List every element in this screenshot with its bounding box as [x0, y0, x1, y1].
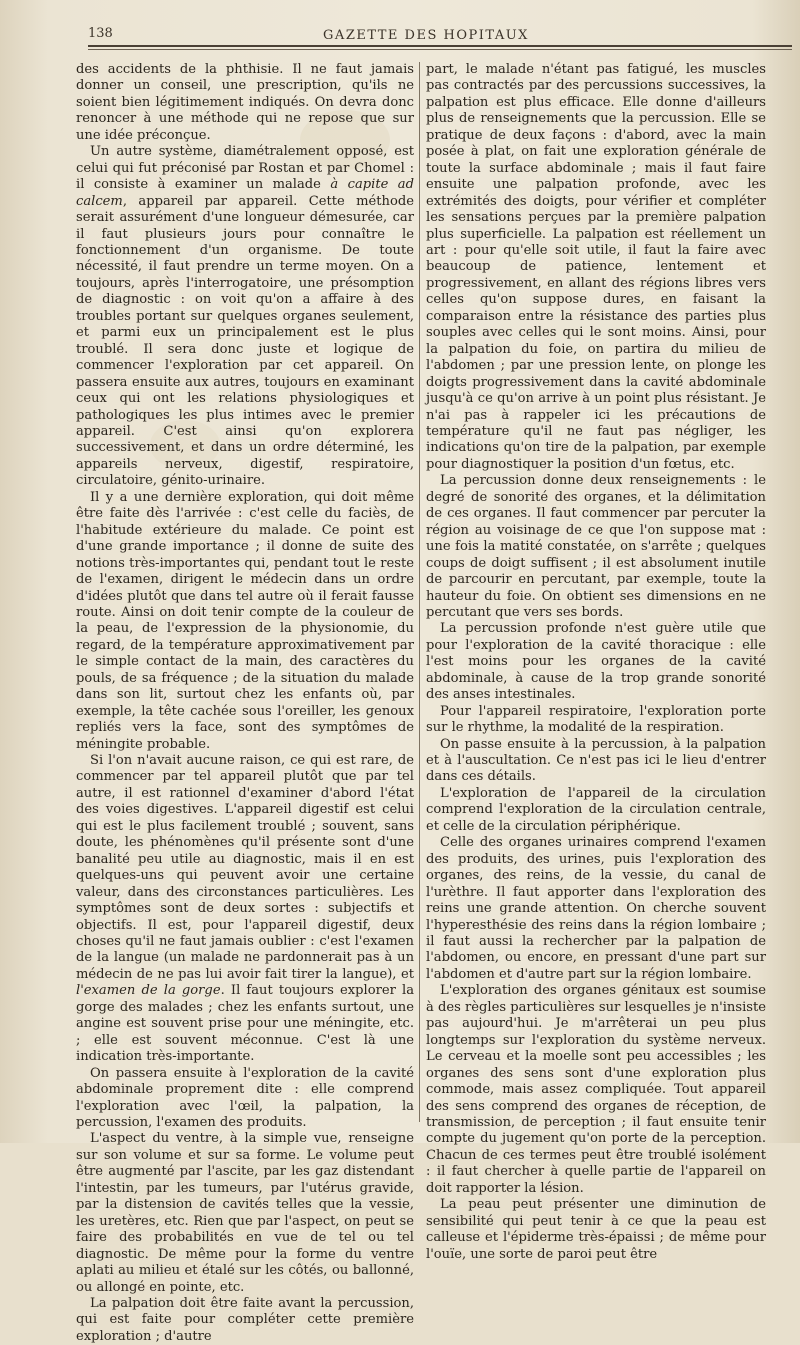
- paragraph: On passera ensuite à l'exploration de la cavité abdominale proprement dite : elle comprend l'exploration avec l'œil, la palpation, la percussion, l'examen des produits.: [76, 1065, 414, 1130]
- paragraph: Si l'on n'avait aucune raison, ce qui est rare, de commencer par tel appareil plutôt que par tel autre, il est rationnel d'examiner d'abord l'état des voies digestives. L'appareil digestif est celui qui est le plus facilement troublé ; souvent, sans doute, les phénomènes qu'il présente sont d'une banalité peu utile au diagnostic, mais il en est quelques-uns qui peuvent avoir une certaine valeur, dans des circonstances particulières. Les symptômes sont de deux sortes : subjectifs et objectifs. Il est, pour l'appareil digestif, deux choses qu'il ne faut jamais oublier : c'est l'examen de la langue (un malade ne pardonnerait pas à un médecin de ne pas lui avoir fait tirer la langue), et l'examen de la gorge. Il faut toujours explorer la gorge des malades ; chez les enfants surtout, une angine est souvent prise pour une méningite, etc. ; elle est souvent méconnue. C'est là une indication très-importante.: [76, 753, 414, 1065]
- paragraph: La palpation doit être faite avant la percussion, qui est faite pour compléter cette première exploration ; d'autre: [76, 1295, 414, 1344]
- column-divider: [419, 62, 420, 1122]
- paragraph: L'aspect du ventre, à la simple vue, renseigne sur son volume et sur sa forme. Le volume peut être augmenté par l'ascite, par les gaz distendant l'intestin, par les tumeurs, par l'utérus gravide, par la distension de cavités telles que la vessie, les uretères, etc. Rien que par l'aspect, on peut se faire des probabilités en vue de tel ou tel diagnostic. De même pour la forme du ventre aplati au milieu et étalé sur les côtés, ou ballonné, ou allongé en pointe, etc.: [76, 1131, 414, 1295]
- latin-phrase: à capite ad calcem: [76, 177, 414, 209]
- paragraph: L'exploration des organes génitaux est soumise à des règles particulières sur lesquelles je n'insiste pas aujourd'hui. Je m'arrêterai un peu plus longtemps sur l'exploration du système nerveux. Le cerveau et la moelle sont peu accessibles ; les organes des sens sont d'une exploration plus commode, mais assez compliquée. Tout appareil des sens comprend des organes de réception, de transmission, de perception ; il faut ensuite tenir compte du jugement qu'on porte de la perception. Chacun de ces termes peut être troublé isolément : il faut chercher à quelle partie de l'appareil on doit rapporter la lésion.: [426, 983, 766, 1196]
- paragraph: La percussion donne deux renseignements : le degré de sonorité des organes, et la délimitation de ces organes. Il faut commencer par percuter la région au voisinage de ce que l'on suppose mat : une fois la matité constatée, on s'arrête ; quelques coups de doigt suffisent ; il est absolument inutile de parcourir en percutant, par exemple, toute la hauteur du foie. On obtient ses dimensions en ne percutant que vers ses bords.: [426, 473, 766, 620]
- paragraph: On passe ensuite à la percussion, à la palpation et à l'auscultation. Ce n'est pas ici le lieu d'entrer dans ces détails.: [426, 736, 766, 785]
- paragraph: L'exploration de l'appareil de la circulation comprend l'exploration de la circulation centrale, et celle de la circulation périphérique.: [426, 785, 766, 834]
- paragraph: Pour l'appareil respiratoire, l'exploration porte sur le rhythme, la modalité de la respiration.: [426, 703, 766, 736]
- paragraph: Celle des organes urinaires comprend l'examen des produits, des urines, puis l'exploration des organes, des reins, de la vessie, du canal de l'urèthre. Il faut apporter dans l'exploration des reins une grande attention. On cherche souvent l'hyperesthésie des reins dans la région lombaire ; il faut aussi la rechercher par la palpation de l'abdomen, ou encore, en pressant d'une part sur l'abdomen et d'autre part sur la région lombaire.: [426, 835, 766, 982]
- paragraph: Il y a une dernière exploration, qui doit même être faite dès l'arrivée : c'est celle du faciès, de l'habitude extérieure du malade. Ce point est d'une grande importance ; il donne de suite des notions très-importantes qui, pendant tout le reste de l'examen, dirigent le médecin dans un ordre d'idées plutôt que dans tel autre où il ferait fausse route. Ainsi on doit tenir compte de la couleur de la peau, de l'expression de la physionomie, du regard, de la température approximativement par le simple contact de la main, des caractères du pouls, de sa fréquence ; de la situation du malade dans son lit, surtout chez les enfants où, par exemple, la tête cachée sous l'oreiller, les genoux repliés vers la face, sont des symptômes de méningite probable.: [76, 489, 414, 752]
- journal-title: GAZETTE DES HOPITAUX: [323, 28, 529, 43]
- paragraph: Un autre système, diamétralement opposé, est celui qui fut préconisé par Rostan et par Chomel : il consiste à examiner un malade à capite ad calcem, appareil par appareil. Cette méthode serait assurément d'une longueur démesurée, car il faut plusieurs jours pour connaître le fonctionnement d'un organisme. De toute nécessité, il faut prendre un terme moyen. On a toujours, après l'interrogatoire, une présomption de diagnostic : on voit qu'on a affaire à des troubles portant sur quelques organes seulement, et parmi eux un principalement est le plus troublé. Il sera donc juste et logique de commencer l'exploration par cet appareil. On passera ensuite aux autres, toujours en examinant ceux qui ont les relations physiologiques et pathologiques les plus intimes avec le premier appareil. C'est ainsi qu'on explorera successivement, et dans un ordre déterminé, les appareils nerveux, digestif, respiratoire, circulatoire, génito-urinaire.: [76, 144, 414, 489]
- right-column: [426, 62, 766, 1262]
- paragraph: La percussion profonde n'est guère utile que pour l'exploration de la cavité thoracique : elle l'est moins pour les organes de la cavité abdominale, à cause de la trop grande sonorité des anses intestinales.: [426, 621, 766, 703]
- paragraph: La peau peut présenter une diminution de sensibilité qui peut tenir à ce que la peau est calleuse et l'épiderme très-épaissi ; de même pour l'ouïe, une sorte de paroi peut être: [426, 1197, 766, 1262]
- header-rule-thin: [88, 49, 792, 50]
- left-column: [76, 62, 414, 1344]
- page-number: 138: [88, 26, 113, 41]
- paragraph: part, le malade n'étant pas fatigué, les muscles pas contractés par des percussions successives, la palpation est plus efficace. Elle donne d'ailleurs plus de renseignements que la percussion. Elle se pratique de deux façons : d'abord, avec la main posée à plat, on fait une exploration générale de toute la surface abdominale ; mais il faut faire ensuite une palpation profonde, avec les extrémités des doigts, pour vérifier et compléter les sensations perçues par la première palpation plus superficielle. La palpation est réellement un art : pour qu'elle soit utile, il faut la faire avec beaucoup de patience, lentement et progressivement, en allant des régions libres vers celles qu'on suppose dures, en faisant la comparaison entre la résistance des parties plus souples avec celles qui le sont moins. Ainsi, pour la palpation du foie, on partira du milieu de l'abdomen ; par une pression lente, on plonge les doigts progressivement dans la cavité abdominale jusqu'à ce qu'on arrive à un point plus résistant. Je n'ai pas à rappeler ici les précautions de température qu'il ne faut pas négliger, les indications qu'on tire de la palpation, par exemple pour diagnostiquer la position d'un fœtus, etc.: [426, 62, 766, 472]
- emphasis-phrase: l'examen de la gorge: [76, 983, 221, 999]
- paragraph: des accidents de la phthisie. Il ne faut jamais donner un conseil, une prescription, qu'ils ne soient bien légitimement indiqués. On devra donc renoncer à une méthode qui ne repose que sur une idée préconçue.: [76, 62, 414, 143]
- header-rule: [88, 45, 792, 47]
